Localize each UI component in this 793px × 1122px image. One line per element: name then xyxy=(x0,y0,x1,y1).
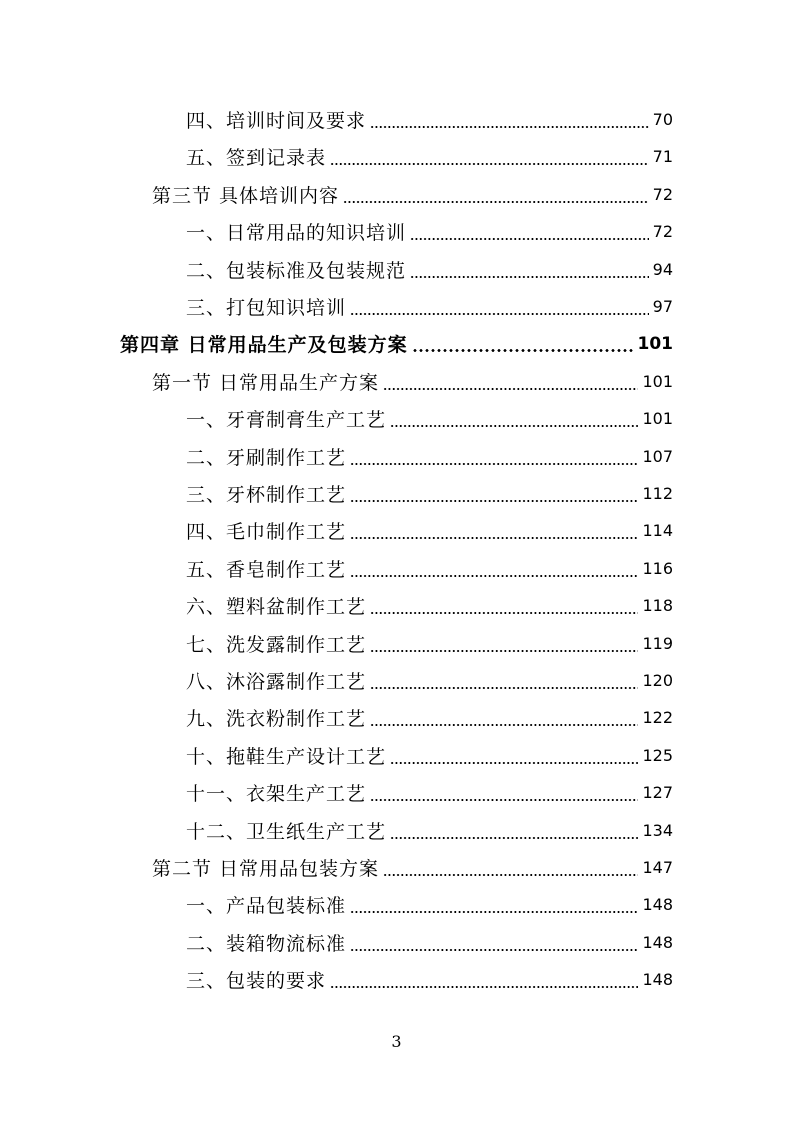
toc-entry-item[interactable] xyxy=(186,251,673,288)
toc-entry-title: 二、装箱物流标准 xyxy=(186,932,347,955)
toc-entry-title: 一、产品包装标准 xyxy=(186,895,347,918)
toc-leader-dots xyxy=(370,650,638,652)
toc-entry-page-number: 148 xyxy=(642,895,673,915)
toc-entry-title: 十、拖鞋生产设计工艺 xyxy=(186,745,387,768)
toc-entry-title: 五、签到记录表 xyxy=(186,147,327,170)
toc-entry-page-number: 71 xyxy=(652,147,673,167)
toc-entry-page-number: 127 xyxy=(642,783,673,803)
toc-leader-dots xyxy=(350,463,638,465)
toc-leader-dots xyxy=(350,911,638,913)
toc-leader-dots xyxy=(350,537,638,539)
toc-entry-title: 十一、衣架生产工艺 xyxy=(186,783,367,806)
toc-entry-page-number: 120 xyxy=(642,671,673,690)
toc-entry-item[interactable] xyxy=(186,101,673,138)
toc-entry-title: 三、打包知识培训 xyxy=(186,297,347,319)
toc-entry-page-number: 134 xyxy=(642,820,673,840)
toc-entry-page-number: 101 xyxy=(642,409,673,429)
toc-entry-item[interactable] xyxy=(186,625,673,662)
toc-entry-page-number: 118 xyxy=(642,596,673,616)
toc-entry-section[interactable] xyxy=(152,849,673,886)
toc-entry-title: 一、牙膏制膏生产工艺 xyxy=(186,409,387,432)
toc-entry-title: 一、日常用品的知识培训 xyxy=(186,222,407,245)
toc-leader-dots xyxy=(370,612,638,614)
toc-entry-page-number: 101 xyxy=(642,371,673,391)
toc-entry-item[interactable] xyxy=(186,438,673,475)
toc-entry-page-number: 148 xyxy=(642,932,673,952)
toc-entry-item[interactable] xyxy=(186,587,673,624)
toc-entry-title: 第三节 具体培训内容 xyxy=(152,184,340,207)
toc-leader-dots xyxy=(370,687,638,689)
toc-entry-page-number: 148 xyxy=(642,970,673,990)
toc-entry-item[interactable] xyxy=(186,662,673,699)
toc-entry-page-number: 72 xyxy=(652,222,673,242)
toc-entry-page-number: 70 xyxy=(652,110,673,129)
toc-entry-page-number: 94 xyxy=(652,259,673,279)
toc-entry-item[interactable] xyxy=(186,475,673,512)
toc-entry-title: 八、沐浴露制作工艺 xyxy=(186,671,367,693)
toc-entry-page-number: 72 xyxy=(652,184,673,204)
toc-entry-title: 九、洗衣粉制作工艺 xyxy=(186,708,367,731)
toc-entry-title: 四、培训时间及要求 xyxy=(186,110,367,132)
toc-leader-dots xyxy=(350,949,638,951)
toc-leader-dots xyxy=(343,201,649,203)
toc-entry-title: 第四章 日常用品生产及包装方案 xyxy=(120,334,408,357)
toc-entry-page-number: 112 xyxy=(642,484,673,503)
toc-leader-dots xyxy=(383,874,638,876)
toc-entry-item[interactable] xyxy=(186,288,673,325)
toc-entry-title: 二、牙刷制作工艺 xyxy=(186,446,347,469)
toc-leader-dots xyxy=(390,837,638,839)
toc-entry-item[interactable] xyxy=(186,886,673,923)
toc-entry-page-number: 114 xyxy=(642,521,673,541)
toc-leader-dots xyxy=(412,349,634,352)
toc-leader-dots xyxy=(390,762,638,764)
toc-entry-item[interactable] xyxy=(186,924,673,961)
toc-entry-title: 六、塑料盆制作工艺 xyxy=(186,596,367,619)
toc-entry-item[interactable] xyxy=(186,550,673,587)
toc-entry-title: 第一节 日常用品生产方案 xyxy=(152,371,380,394)
toc-entry-page-number: 125 xyxy=(642,745,673,765)
toc-leader-dots xyxy=(330,163,649,165)
toc-entry-section[interactable] xyxy=(152,363,673,400)
toc-entry-item[interactable] xyxy=(186,400,673,437)
toc-entry-title: 三、牙杯制作工艺 xyxy=(186,484,347,506)
toc-entry-chapter[interactable] xyxy=(120,325,673,362)
toc-leader-dots xyxy=(350,575,638,577)
toc-entry-item[interactable] xyxy=(186,961,673,998)
toc-entry-title: 十二、卫生纸生产工艺 xyxy=(186,820,387,843)
toc-leader-dots xyxy=(330,986,638,988)
toc-leader-dots xyxy=(350,313,649,315)
toc-leader-dots xyxy=(410,238,649,240)
toc-entry-page-number: 107 xyxy=(642,446,673,466)
toc-leader-dots xyxy=(370,799,638,801)
toc-entry-page-number: 119 xyxy=(642,633,673,653)
toc-leader-dots xyxy=(370,724,638,726)
toc-entry-section[interactable] xyxy=(152,176,673,213)
toc-leader-dots xyxy=(390,425,638,427)
toc-entry-item[interactable] xyxy=(186,774,673,811)
toc-entry-item[interactable] xyxy=(186,699,673,736)
toc-entry-item[interactable] xyxy=(186,213,673,250)
toc-leader-dots xyxy=(370,126,649,128)
toc-leader-dots xyxy=(410,276,649,278)
toc-entry-title: 第二节 日常用品包装方案 xyxy=(152,858,380,880)
toc-leader-dots xyxy=(383,388,638,390)
page-number: 3 xyxy=(391,1032,402,1051)
toc-leader-dots xyxy=(350,500,638,502)
toc-entry-title: 四、毛巾制作工艺 xyxy=(186,521,347,544)
toc-entry-page-number: 116 xyxy=(642,558,673,578)
toc-entry-title: 二、包装标准及包装规范 xyxy=(186,259,407,282)
toc-entry-title: 五、香皂制作工艺 xyxy=(186,558,347,581)
toc-entry-page-number: 147 xyxy=(642,858,673,877)
toc-entry-page-number: 122 xyxy=(642,708,673,728)
toc-entry-item[interactable] xyxy=(186,812,673,849)
toc-entry-item[interactable] xyxy=(186,512,673,549)
toc-entry-title: 三、包装的要求 xyxy=(186,970,327,993)
toc-entry-item[interactable] xyxy=(186,737,673,774)
toc-entry-item[interactable] xyxy=(186,138,673,175)
toc-entry-page-number: 97 xyxy=(652,297,673,316)
toc-entry-page-number: 101 xyxy=(637,333,673,354)
toc-entry-title: 七、洗发露制作工艺 xyxy=(186,633,367,656)
